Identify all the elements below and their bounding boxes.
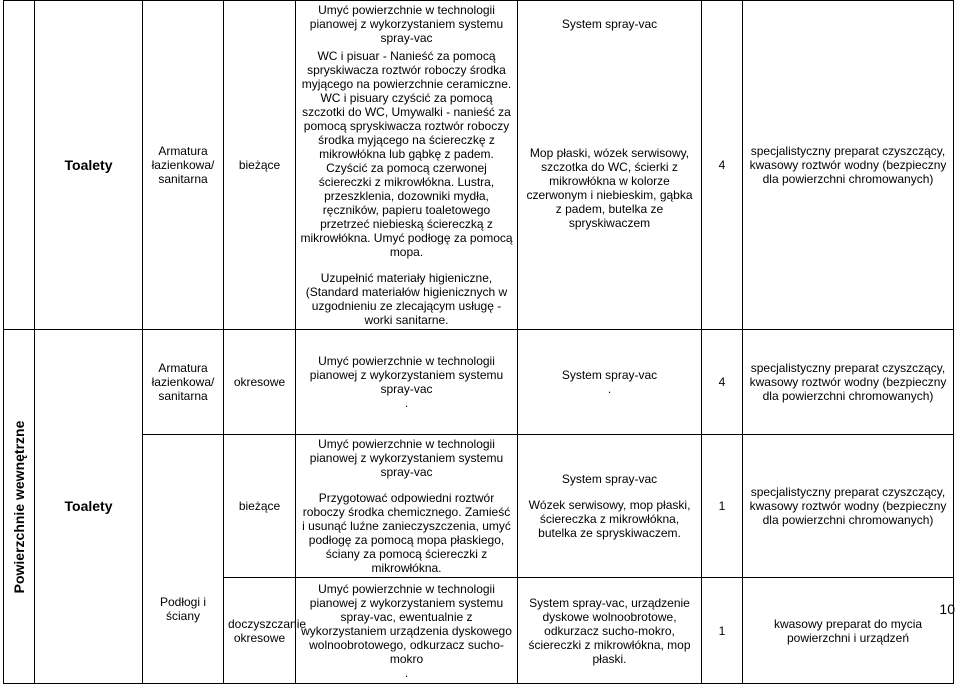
page-number: 10 xyxy=(939,601,955,617)
section-label: Powierzchnie wewnętrzne xyxy=(11,420,27,593)
procedure-cell: Umyć powierzchnie w technologii pianowej z wykorzystaniem systemu spray-vac, ewentualnie z wykorzystaniem urządzenia dyskowego wolnoobrotowego, odkurzacz sucho-mokro . xyxy=(296,578,518,684)
area-cell: Toalety xyxy=(35,1,143,330)
object-cell: Armatura łazienkowa/ sanitarna xyxy=(143,1,224,330)
section-cell xyxy=(4,330,35,684)
table-row xyxy=(4,435,954,578)
agents-cell: specjalistyczny preparat czyszczący, kwasowy roztwór wodny (bezpieczny dla powierzchni chromowanych) xyxy=(743,1,954,330)
area-cell: Toalety xyxy=(35,330,143,684)
frequency-cell: bieżące xyxy=(224,435,296,578)
procedure-cell: Umyć powierzchnie w technologii pianowej z wykorzystaniem systemu spray-vac Przygotować odpowiedni roztwór roboczy środka chemicznego. Zamieść i usunąć luźne zanieczyszczenia, umyć podłogę za pomocą mopa płaskiego, ściany za pomocą ściereczki z mikrowłókna. xyxy=(296,435,518,578)
frequency-cell: doczyszczanie okresowe xyxy=(224,578,296,684)
equipment-cell: System spray-vac xyxy=(518,1,702,48)
equipment-cell: System spray-vac Wózek serwisowy, mop płaski, ściereczka z mikrowłókna, butelka ze spryskiwaczem. xyxy=(518,435,702,578)
table-row xyxy=(4,330,954,435)
frequency-cell: okresowe xyxy=(224,330,296,435)
agents-cell: specjalistyczny preparat czyszczący, kwasowy roztwór wodny (bezpieczny dla powierzchni chromowanych) xyxy=(743,435,954,578)
procedure-cell: WC i pisuar - Nanieść za pomocą spryskiwacza roztwór roboczy środka myjącego na powierzchnie ceramiczne. WC i pisuary czyścić za pomocą szczotki do WC, Umywalki - nanieść za pomocą spryskiwacza roztwór roboczy środka myjącego na ściereczkę z mikrowłókna lub gąbkę z padem. Czyścić za pomocą czerwonej ściereczki z mikrowłókna. Lustra, przeszklenia, dozowniki mydła, ręczników, papieru toaletowego przetrzeć niebieską ściereczką z mikrowłókna. Umyć podłogę za pomocą mopa. Uzupełnić materiały higieniczne, (Standard materiałów higienicznych w uzgodnieniu ze zlecającym usługę - worki sanitarne. xyxy=(296,47,518,330)
equipment-cell: System spray-vac . xyxy=(518,330,702,435)
procedure-cell: Umyć powierzchnie w technologii pianowej z wykorzystaniem systemu spray-vac . xyxy=(296,330,518,435)
procedure-cell: Umyć powierzchnie w technologii pianowej z wykorzystaniem systemu spray-vac xyxy=(296,1,518,48)
frequency-cell: bieżące xyxy=(224,1,296,330)
equipment-cell: System spray-vac, urządzenie dyskowe wolnoobrotowe, odkurzacz sucho-mokro, ściereczki z mikrowłókna, mop płaski. xyxy=(518,578,702,684)
equipment-cell: Mop płaski, wózek serwisowy, szczotka do WC, ścierki z mikrowłókna w kolorze czerwonym i niebieskim, gąbka z padem, butelka ze spryskiwaczem xyxy=(518,47,702,330)
table-row xyxy=(4,1,954,48)
object-cell: Podłogi i ściany xyxy=(143,435,224,684)
quantity-cell: 1 xyxy=(702,578,743,684)
agents-cell: kwasowy preparat do mycia powierzchni i urządzeń xyxy=(743,578,954,684)
quantity-cell: 1 xyxy=(702,435,743,578)
quantity-cell: 4 xyxy=(702,1,743,330)
cleaning-procedure-table xyxy=(3,0,954,684)
object-cell: Armatura łazienkowa/ sanitarna xyxy=(143,330,224,435)
quantity-cell: 4 xyxy=(702,330,743,435)
section-cell-top xyxy=(4,1,35,330)
agents-cell: specjalistyczny preparat czyszczący, kwasowy roztwór wodny (bezpieczny dla powierzchni chromowanych) xyxy=(743,330,954,435)
